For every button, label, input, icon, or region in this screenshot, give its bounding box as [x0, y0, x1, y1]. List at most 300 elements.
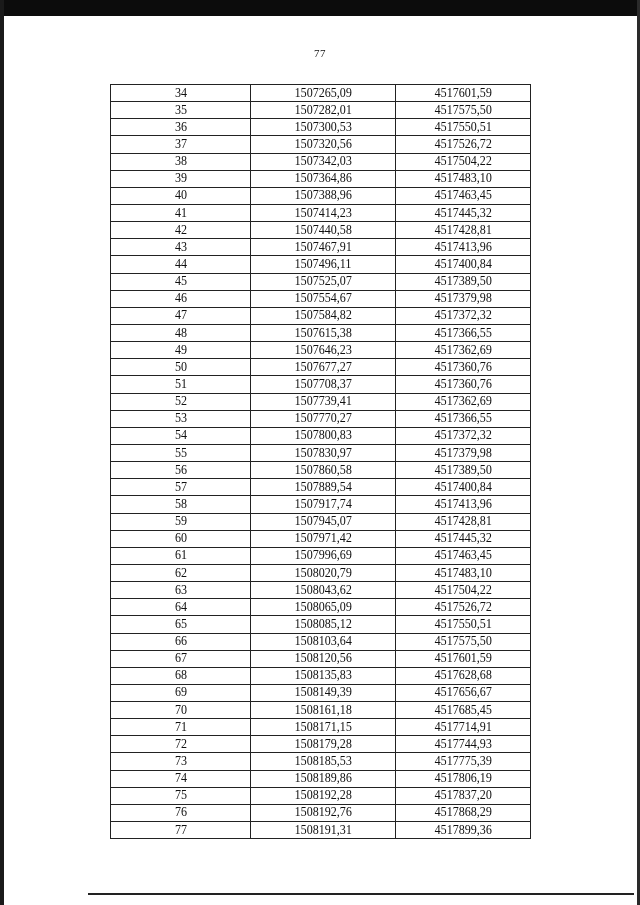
- cell-text: 1508171,15: [294, 719, 352, 735]
- x-coordinate-cell: [251, 170, 396, 187]
- point-number-cell: [111, 582, 251, 599]
- point-number-cell: [111, 753, 251, 770]
- x-coordinate-cell: [251, 410, 396, 427]
- y-coordinate-cell: [396, 616, 531, 633]
- point-number-cell: [111, 650, 251, 667]
- table-row: [111, 342, 531, 359]
- point-number-cell: [111, 256, 251, 273]
- point-number-cell: [111, 307, 251, 324]
- table-row: [111, 273, 531, 290]
- y-coordinate-cell: [396, 273, 531, 290]
- cell-text: 1507320,56: [294, 136, 352, 152]
- table-row: [111, 513, 531, 530]
- cell-text: 4517550,51: [434, 119, 492, 135]
- cell-text: 71: [174, 719, 187, 735]
- cell-text: 73: [174, 754, 187, 770]
- y-coordinate-cell: [396, 153, 531, 170]
- cell-text: 43: [174, 239, 187, 255]
- cell-text: 51: [174, 376, 187, 392]
- cell-text: 36: [174, 119, 187, 135]
- table-row: [111, 376, 531, 393]
- cell-text: 4517744,93: [434, 736, 492, 752]
- cell-text: 67: [174, 651, 187, 667]
- x-coordinate-cell: [251, 787, 396, 804]
- table-row: [111, 633, 531, 650]
- point-number-cell: [111, 633, 251, 650]
- point-number-cell: [111, 204, 251, 221]
- x-coordinate-cell: [251, 376, 396, 393]
- table-row: [111, 170, 531, 187]
- cell-text: 1507364,86: [294, 171, 352, 187]
- cell-text: 1508043,62: [294, 582, 352, 598]
- table-row: [111, 650, 531, 667]
- y-coordinate-cell: [396, 804, 531, 821]
- cell-text: 1507525,07: [294, 274, 352, 290]
- point-number-cell: [111, 462, 251, 479]
- table-row: [111, 753, 531, 770]
- cell-text: 1507342,03: [294, 154, 352, 170]
- table-row: [111, 496, 531, 513]
- table-row: [111, 787, 531, 804]
- cell-text: 48: [174, 325, 187, 341]
- cell-text: 4517868,29: [434, 805, 492, 821]
- y-coordinate-cell: [396, 479, 531, 496]
- table-row: [111, 256, 531, 273]
- cell-text: 4517526,72: [434, 136, 492, 152]
- cell-text: 44: [174, 256, 187, 272]
- table-row: [111, 667, 531, 684]
- cell-text: 4517362,69: [434, 394, 492, 410]
- cell-text: 66: [174, 634, 187, 650]
- cell-text: 4517366,55: [434, 325, 492, 341]
- point-number-cell: [111, 804, 251, 821]
- scan-border-bottom: [88, 893, 634, 895]
- y-coordinate-cell: [396, 427, 531, 444]
- point-number-cell: [111, 719, 251, 736]
- y-coordinate-cell: [396, 204, 531, 221]
- x-coordinate-cell: [251, 153, 396, 170]
- point-number-cell: [111, 324, 251, 341]
- point-number-cell: [111, 616, 251, 633]
- table-row: [111, 462, 531, 479]
- cell-text: 4517463,45: [434, 188, 492, 204]
- y-coordinate-cell: [396, 376, 531, 393]
- y-coordinate-cell: [396, 342, 531, 359]
- cell-text: 4517379,98: [434, 291, 492, 307]
- cell-text: 58: [174, 496, 187, 512]
- cell-text: 37: [174, 136, 187, 152]
- x-coordinate-cell: [251, 359, 396, 376]
- point-number-cell: [111, 599, 251, 616]
- cell-text: 46: [174, 291, 187, 307]
- cell-text: 1507467,91: [294, 239, 352, 255]
- y-coordinate-cell: [396, 530, 531, 547]
- y-coordinate-cell: [396, 324, 531, 341]
- cell-text: 4517714,91: [434, 719, 492, 735]
- point-number-cell: [111, 187, 251, 204]
- cell-text: 4517372,32: [434, 308, 492, 324]
- y-coordinate-cell: [396, 410, 531, 427]
- y-coordinate-cell: [396, 290, 531, 307]
- cell-text: 42: [174, 222, 187, 238]
- x-coordinate-cell: [251, 822, 396, 839]
- y-coordinate-cell: [396, 513, 531, 530]
- cell-text: 52: [174, 394, 187, 410]
- y-coordinate-cell: [396, 102, 531, 119]
- cell-text: 1507708,37: [294, 376, 352, 392]
- cell-text: 1508065,09: [294, 599, 352, 615]
- x-coordinate-cell: [251, 290, 396, 307]
- point-number-cell: [111, 410, 251, 427]
- cell-text: 4517504,22: [434, 154, 492, 170]
- point-number-cell: [111, 290, 251, 307]
- cell-text: 75: [174, 788, 187, 804]
- scan-border-top: [0, 0, 640, 16]
- cell-text: 1507800,83: [294, 428, 352, 444]
- scan-border-left: [0, 0, 4, 905]
- point-number-cell: [111, 547, 251, 564]
- y-coordinate-cell: [396, 547, 531, 564]
- cell-text: 1507388,96: [294, 188, 352, 204]
- y-coordinate-cell: [396, 684, 531, 701]
- x-coordinate-cell: [251, 736, 396, 753]
- cell-text: 1507860,58: [294, 462, 352, 478]
- cell-text: 72: [174, 736, 187, 752]
- cell-text: 1507414,23: [294, 205, 352, 221]
- table-row: [111, 770, 531, 787]
- y-coordinate-cell: [396, 822, 531, 839]
- cell-text: 1508135,83: [294, 668, 352, 684]
- y-coordinate-cell: [396, 633, 531, 650]
- cell-text: 1507440,58: [294, 222, 352, 238]
- cell-text: 1507945,07: [294, 514, 352, 530]
- cell-text: 38: [174, 154, 187, 170]
- point-number-cell: [111, 530, 251, 547]
- x-coordinate-cell: [251, 513, 396, 530]
- cell-text: 35: [174, 102, 187, 118]
- cell-text: 1507917,74: [294, 496, 352, 512]
- x-coordinate-cell: [251, 256, 396, 273]
- cell-text: 1508192,28: [294, 788, 352, 804]
- cell-text: 50: [174, 359, 187, 375]
- cell-text: 1507554,67: [294, 291, 352, 307]
- x-coordinate-cell: [251, 599, 396, 616]
- cell-text: 1507282,01: [294, 102, 352, 118]
- x-coordinate-cell: [251, 770, 396, 787]
- cell-text: 1507646,23: [294, 342, 352, 358]
- point-number-cell: [111, 684, 251, 701]
- table-row: [111, 410, 531, 427]
- cell-text: 1508020,79: [294, 565, 352, 581]
- x-coordinate-cell: [251, 564, 396, 581]
- cell-text: 1507996,69: [294, 548, 352, 564]
- x-coordinate-cell: [251, 273, 396, 290]
- x-coordinate-cell: [251, 222, 396, 239]
- cell-text: 1508085,12: [294, 616, 352, 632]
- y-coordinate-cell: [396, 85, 531, 102]
- cell-text: 4517400,84: [434, 479, 492, 495]
- x-coordinate-cell: [251, 667, 396, 684]
- cell-text: 4517806,19: [434, 771, 492, 787]
- cell-text: 56: [174, 462, 187, 478]
- cell-text: 1508149,39: [294, 685, 352, 701]
- cell-text: 1508192,76: [294, 805, 352, 821]
- cell-text: 4517428,81: [434, 222, 492, 238]
- cell-text: 1507265,09: [294, 85, 352, 101]
- cell-text: 4517389,50: [434, 274, 492, 290]
- table-row: [111, 564, 531, 581]
- cell-text: 4517601,59: [434, 651, 492, 667]
- table-row: [111, 479, 531, 496]
- cell-text: 1507971,42: [294, 531, 352, 547]
- y-coordinate-cell: [396, 170, 531, 187]
- y-coordinate-cell: [396, 582, 531, 599]
- x-coordinate-cell: [251, 684, 396, 701]
- x-coordinate-cell: [251, 393, 396, 410]
- cell-text: 1508191,31: [294, 822, 352, 838]
- table-row: [111, 822, 531, 839]
- x-coordinate-cell: [251, 85, 396, 102]
- cell-text: 39: [174, 171, 187, 187]
- cell-text: 1507677,27: [294, 359, 352, 375]
- cell-text: 4517575,50: [434, 102, 492, 118]
- x-coordinate-cell: [251, 753, 396, 770]
- cell-text: 1507770,27: [294, 411, 352, 427]
- x-coordinate-cell: [251, 530, 396, 547]
- cell-text: 1507300,53: [294, 119, 352, 135]
- y-coordinate-cell: [396, 753, 531, 770]
- y-coordinate-cell: [396, 119, 531, 136]
- x-coordinate-cell: [251, 496, 396, 513]
- point-number-cell: [111, 822, 251, 839]
- cell-text: 1507889,54: [294, 479, 352, 495]
- y-coordinate-cell: [396, 393, 531, 410]
- cell-text: 4517601,59: [434, 85, 492, 101]
- y-coordinate-cell: [396, 444, 531, 461]
- cell-text: 4517837,20: [434, 788, 492, 804]
- y-coordinate-cell: [396, 359, 531, 376]
- x-coordinate-cell: [251, 462, 396, 479]
- table-row: [111, 222, 531, 239]
- coordinates-table: [110, 84, 531, 839]
- x-coordinate-cell: [251, 702, 396, 719]
- point-number-cell: [111, 170, 251, 187]
- y-coordinate-cell: [396, 187, 531, 204]
- point-number-cell: [111, 376, 251, 393]
- point-number-cell: [111, 102, 251, 119]
- cell-text: 61: [174, 548, 187, 564]
- table-row: [111, 136, 531, 153]
- point-number-cell: [111, 239, 251, 256]
- cell-text: 68: [174, 668, 187, 684]
- table-row: [111, 616, 531, 633]
- cell-text: 4517379,98: [434, 445, 492, 461]
- point-number-cell: [111, 427, 251, 444]
- cell-text: 4517372,32: [434, 428, 492, 444]
- cell-text: 1508185,53: [294, 754, 352, 770]
- cell-text: 45: [174, 274, 187, 290]
- point-number-cell: [111, 702, 251, 719]
- cell-text: 77: [174, 822, 187, 838]
- table-row: [111, 85, 531, 102]
- cell-text: 4517504,22: [434, 582, 492, 598]
- table-row: [111, 119, 531, 136]
- x-coordinate-cell: [251, 719, 396, 736]
- cell-text: 1508189,86: [294, 771, 352, 787]
- table-row: [111, 530, 531, 547]
- table-row: [111, 804, 531, 821]
- cell-text: 4517413,96: [434, 496, 492, 512]
- table-row: [111, 599, 531, 616]
- y-coordinate-cell: [396, 650, 531, 667]
- table-row: [111, 582, 531, 599]
- x-coordinate-cell: [251, 547, 396, 564]
- cell-text: 4517483,10: [434, 171, 492, 187]
- cell-text: 62: [174, 565, 187, 581]
- cell-text: 4517550,51: [434, 616, 492, 632]
- cell-text: 65: [174, 616, 187, 632]
- table-row: [111, 427, 531, 444]
- cell-text: 4517360,76: [434, 376, 492, 392]
- cell-text: 4517483,10: [434, 565, 492, 581]
- cell-text: 64: [174, 599, 187, 615]
- x-coordinate-cell: [251, 342, 396, 359]
- table-row: [111, 324, 531, 341]
- x-coordinate-cell: [251, 187, 396, 204]
- cell-text: 4517366,55: [434, 411, 492, 427]
- table-row: [111, 719, 531, 736]
- cell-text: 1507496,11: [294, 256, 352, 272]
- cell-text: 34: [174, 85, 187, 101]
- cell-text: 55: [174, 445, 187, 461]
- point-number-cell: [111, 119, 251, 136]
- cell-text: 69: [174, 685, 187, 701]
- cell-text: 70: [174, 702, 187, 718]
- table-row: [111, 684, 531, 701]
- table-row: [111, 290, 531, 307]
- x-coordinate-cell: [251, 444, 396, 461]
- table-row: [111, 153, 531, 170]
- table-row: [111, 444, 531, 461]
- cell-text: 1508120,56: [294, 651, 352, 667]
- point-number-cell: [111, 513, 251, 530]
- cell-text: 4517362,69: [434, 342, 492, 358]
- x-coordinate-cell: [251, 204, 396, 221]
- table-row: [111, 307, 531, 324]
- y-coordinate-cell: [396, 702, 531, 719]
- cell-text: 1508103,64: [294, 634, 352, 650]
- point-number-cell: [111, 273, 251, 290]
- point-number-cell: [111, 667, 251, 684]
- y-coordinate-cell: [396, 770, 531, 787]
- cell-text: 1507830,97: [294, 445, 352, 461]
- table-row: [111, 702, 531, 719]
- cell-text: 74: [174, 771, 187, 787]
- table-row: [111, 736, 531, 753]
- x-coordinate-cell: [251, 102, 396, 119]
- table-row: [111, 187, 531, 204]
- cell-text: 4517685,45: [434, 702, 492, 718]
- table-row: [111, 359, 531, 376]
- table-row: [111, 204, 531, 221]
- point-number-cell: [111, 479, 251, 496]
- y-coordinate-cell: [396, 239, 531, 256]
- x-coordinate-cell: [251, 427, 396, 444]
- page-number: 77: [314, 48, 326, 60]
- table-row: [111, 547, 531, 564]
- point-number-cell: [111, 787, 251, 804]
- cell-text: 4517389,50: [434, 462, 492, 478]
- x-coordinate-cell: [251, 239, 396, 256]
- cell-text: 1508161,18: [294, 702, 352, 718]
- point-number-cell: [111, 153, 251, 170]
- cell-text: 53: [174, 411, 187, 427]
- point-number-cell: [111, 770, 251, 787]
- point-number-cell: [111, 359, 251, 376]
- y-coordinate-cell: [396, 564, 531, 581]
- cell-text: 4517526,72: [434, 599, 492, 615]
- x-coordinate-cell: [251, 136, 396, 153]
- table-row: [111, 393, 531, 410]
- y-coordinate-cell: [396, 787, 531, 804]
- cell-text: 59: [174, 514, 187, 530]
- cell-text: 47: [174, 308, 187, 324]
- y-coordinate-cell: [396, 667, 531, 684]
- point-number-cell: [111, 393, 251, 410]
- cell-text: 1507615,38: [294, 325, 352, 341]
- point-number-cell: [111, 85, 251, 102]
- cell-text: 60: [174, 531, 187, 547]
- cell-text: 4517463,45: [434, 548, 492, 564]
- point-number-cell: [111, 564, 251, 581]
- x-coordinate-cell: [251, 650, 396, 667]
- cell-text: 49: [174, 342, 187, 358]
- cell-text: 4517775,39: [434, 754, 492, 770]
- point-number-cell: [111, 496, 251, 513]
- x-coordinate-cell: [251, 307, 396, 324]
- cell-text: 4517360,76: [434, 359, 492, 375]
- y-coordinate-cell: [396, 307, 531, 324]
- cell-text: 54: [174, 428, 187, 444]
- x-coordinate-cell: [251, 582, 396, 599]
- y-coordinate-cell: [396, 462, 531, 479]
- x-coordinate-cell: [251, 804, 396, 821]
- cell-text: 76: [174, 805, 187, 821]
- table-row: [111, 239, 531, 256]
- point-number-cell: [111, 222, 251, 239]
- table-row: [111, 102, 531, 119]
- cell-text: 4517445,32: [434, 205, 492, 221]
- cell-text: 4517428,81: [434, 514, 492, 530]
- cell-text: 4517575,50: [434, 634, 492, 650]
- cell-text: 4517899,36: [434, 822, 492, 838]
- x-coordinate-cell: [251, 633, 396, 650]
- y-coordinate-cell: [396, 496, 531, 513]
- cell-text: 4517445,32: [434, 531, 492, 547]
- point-number-cell: [111, 736, 251, 753]
- cell-text: 4517400,84: [434, 256, 492, 272]
- cell-text: 57: [174, 479, 187, 495]
- y-coordinate-cell: [396, 736, 531, 753]
- y-coordinate-cell: [396, 719, 531, 736]
- y-coordinate-cell: [396, 256, 531, 273]
- cell-text: 1507584,82: [294, 308, 352, 324]
- cell-text: 4517628,68: [434, 668, 492, 684]
- point-number-cell: [111, 342, 251, 359]
- cell-text: 63: [174, 582, 187, 598]
- y-coordinate-cell: [396, 136, 531, 153]
- cell-text: 1508179,28: [294, 736, 352, 752]
